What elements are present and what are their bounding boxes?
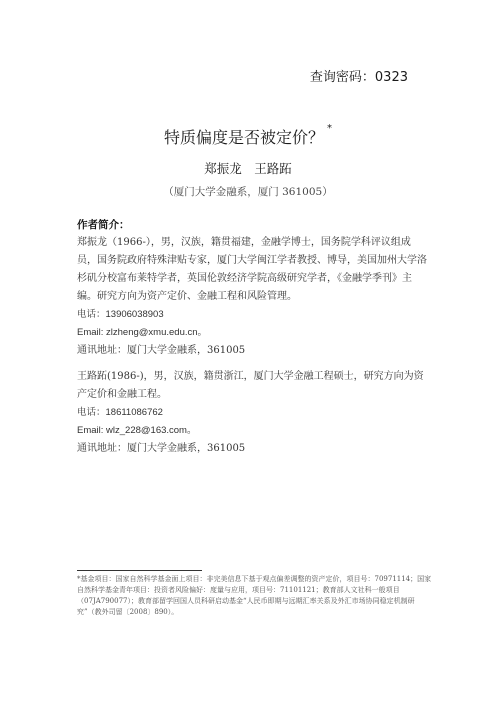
query-code: 查询密码：0323: [309, 70, 408, 85]
author-names: 郑振龙 王路跖: [204, 161, 292, 176]
affiliation: （厦门大学金融系，厦门 361005）: [163, 186, 333, 198]
author-intro-heading: 作者简介：: [77, 219, 130, 231]
footnote: [77, 574, 432, 618]
author1-address: 通讯地址：厦门大学金融系，361005: [77, 345, 246, 356]
title-footnote-mark: *: [327, 123, 332, 134]
footnote-text: *基金项目：国家自然科学基金面上项目：非完美信息下基于观点偏差调整的资产定价，项目号：70971114；国家自然科学基金青年项目：投资者风险偏好：度量与应用，项目号：71101121；教育部人文社科一般项目（07JA790077）；教育部留学回国人员科研启动基金“人民币即期与远期汇率关系及外汇市场协同稳定机制研究”（教外司留〔2008〕890）。: [77, 575, 432, 616]
author-intro: [77, 216, 429, 458]
author1-phone: 电话：13906038903: [77, 309, 164, 320]
paper-title: [0, 125, 496, 148]
author2-email: Email: wlz_228@163.com。: [77, 425, 197, 436]
author2-address: 通讯地址：厦门大学金融系，361005: [77, 443, 246, 454]
author1-email: Email: zlzheng@xmu.edu.cn。: [77, 327, 208, 338]
title-text: 特质偏度是否被定价？: [163, 128, 324, 147]
author1-bio: 郑振龙（1966-），男，汉族，籍贯福建，金融学博士，国务院学科评议组成员，国务院政府特殊津贴专家，厦门大学闽江学者教授、博导，美国加州大学洛杉矶分校富布莱特学者，英国伦敦经济学院高级研究学者，《金融学季刊》主编。研究方向为资产定价、金融工程和风险管理。: [77, 237, 427, 302]
author2-phone: 电话：18611086762: [77, 407, 163, 418]
footnote-divider: [77, 570, 202, 571]
author2-bio: 王路跖(1986-)，男，汉族，籍贯浙江，厦门大学金融工程硕士，研究方向为资产定价和金融工程。: [77, 371, 424, 400]
